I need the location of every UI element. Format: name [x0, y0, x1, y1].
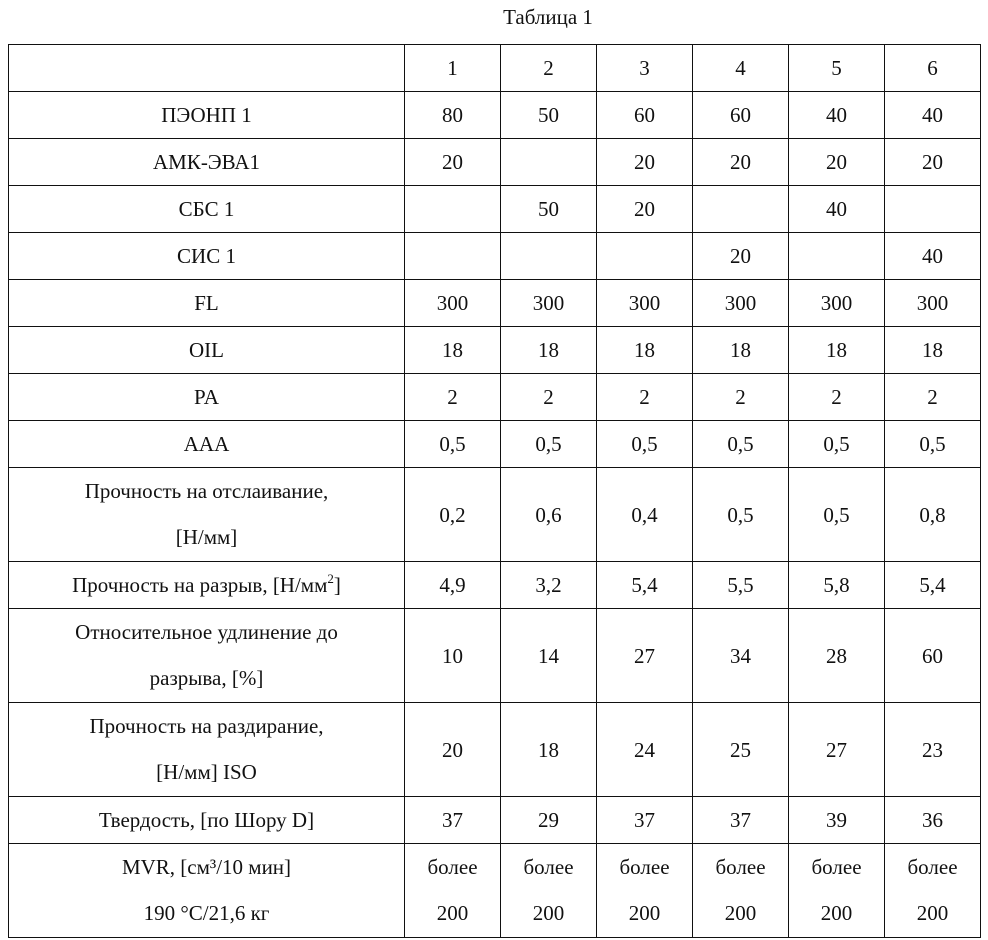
value-cell: 37	[405, 797, 501, 844]
header-corner-cell	[9, 45, 405, 92]
table-row	[9, 468, 981, 562]
value-cell: 300	[597, 280, 693, 327]
value-cell: 300	[789, 280, 885, 327]
value-cell: 2	[405, 374, 501, 421]
value-cell: 27	[789, 703, 885, 797]
value-cell: 60	[693, 92, 789, 139]
value-line: 200	[532, 900, 565, 925]
value-cell: 14	[501, 609, 597, 703]
column-header: 4	[693, 45, 789, 92]
column-header: 5	[789, 45, 885, 92]
table-row	[9, 844, 981, 938]
value-line: более	[427, 854, 478, 879]
value-cell: 0,2	[405, 468, 501, 562]
value-cell: 18	[501, 327, 597, 374]
value-line: 200	[820, 900, 853, 925]
value-line: более	[715, 854, 766, 879]
value-cell: 20	[693, 233, 789, 280]
value-cell: 0,4	[597, 468, 693, 562]
value-cell: 50	[501, 186, 597, 233]
row-label	[9, 609, 405, 703]
value-cell: 4,9	[405, 562, 501, 609]
value-cell: 300	[885, 280, 981, 327]
value-cell: 50	[501, 92, 597, 139]
value-cell: 18	[597, 327, 693, 374]
row-label-line: MVR, [см³/10 мин]	[121, 854, 292, 879]
value-cell	[405, 844, 501, 938]
value-cell: 27	[597, 609, 693, 703]
table-row	[9, 562, 981, 609]
row-label: АМК-ЭВА1	[9, 139, 405, 186]
value-cell	[405, 186, 501, 233]
value-cell: 20	[693, 139, 789, 186]
value-cell: 2	[789, 374, 885, 421]
value-cell: 10	[405, 609, 501, 703]
column-header: 1	[405, 45, 501, 92]
value-cell: 5,8	[789, 562, 885, 609]
value-cell: 2	[597, 374, 693, 421]
row-label-line: Прочность на отслаивание,	[84, 478, 329, 503]
table-row	[9, 703, 981, 797]
value-cell: 18	[885, 327, 981, 374]
value-cell: 5,5	[693, 562, 789, 609]
column-header: 3	[597, 45, 693, 92]
row-label-line: [Н/мм] ISO	[156, 759, 257, 784]
value-cell: 2	[501, 374, 597, 421]
value-cell: 5,4	[885, 562, 981, 609]
value-line: более	[523, 854, 574, 879]
row-label	[9, 468, 405, 562]
value-cell	[885, 186, 981, 233]
value-cell	[597, 844, 693, 938]
value-cell	[789, 844, 885, 938]
value-cell: 37	[597, 797, 693, 844]
value-line: 200	[436, 900, 469, 925]
row-label: СБС 1	[9, 186, 405, 233]
row-label-text: Прочность на разрыв, [Н/мм	[72, 573, 328, 597]
column-header: 6	[885, 45, 981, 92]
table-row	[9, 233, 981, 280]
value-cell: 2	[885, 374, 981, 421]
value-cell: 3,2	[501, 562, 597, 609]
row-label: Твердость, [по Шору D]	[9, 797, 405, 844]
value-cell: 300	[501, 280, 597, 327]
value-cell: 60	[597, 92, 693, 139]
row-label	[9, 703, 405, 797]
value-cell: 300	[693, 280, 789, 327]
value-cell: 0,5	[501, 421, 597, 468]
value-cell: 60	[885, 609, 981, 703]
header-row	[9, 45, 981, 92]
value-cell: 20	[789, 139, 885, 186]
value-cell: 80	[405, 92, 501, 139]
column-header: 2	[501, 45, 597, 92]
value-line: 200	[628, 900, 661, 925]
table-row	[9, 327, 981, 374]
value-cell	[597, 233, 693, 280]
row-label	[9, 844, 405, 938]
value-cell: 0,5	[789, 468, 885, 562]
value-cell: 0,8	[885, 468, 981, 562]
value-cell	[501, 233, 597, 280]
table-caption: Таблица 1	[503, 5, 593, 29]
row-label: AAA	[9, 421, 405, 468]
table-row	[9, 139, 981, 186]
value-cell: 0,5	[597, 421, 693, 468]
value-cell: 40	[789, 92, 885, 139]
row-label-line: [Н/мм]	[175, 524, 238, 549]
value-cell	[789, 233, 885, 280]
superscript: 2	[327, 571, 334, 586]
value-line: 200	[916, 900, 949, 925]
row-label: СИС 1	[9, 233, 405, 280]
value-cell: 29	[501, 797, 597, 844]
row-label-line: Относительное удлинение до	[75, 619, 338, 644]
value-line: 200	[724, 900, 757, 925]
value-cell: 28	[789, 609, 885, 703]
value-cell	[501, 844, 597, 938]
table-row	[9, 92, 981, 139]
table-row	[9, 374, 981, 421]
value-cell: 18	[693, 327, 789, 374]
value-cell	[405, 233, 501, 280]
row-label-tail: ]	[333, 573, 341, 597]
value-cell: 37	[693, 797, 789, 844]
value-cell: 0,6	[501, 468, 597, 562]
value-line: более	[907, 854, 958, 879]
value-cell: 40	[789, 186, 885, 233]
value-cell: 18	[405, 327, 501, 374]
value-cell: 20	[405, 139, 501, 186]
value-cell: 36	[885, 797, 981, 844]
value-line: более	[811, 854, 862, 879]
value-cell	[693, 186, 789, 233]
value-cell: 24	[597, 703, 693, 797]
value-cell: 300	[405, 280, 501, 327]
table-row	[9, 421, 981, 468]
value-cell	[693, 844, 789, 938]
value-cell: 18	[789, 327, 885, 374]
row-label: FL	[9, 280, 405, 327]
value-cell: 0,5	[693, 468, 789, 562]
row-label-line: 190 °C/21,6 кг	[143, 900, 270, 925]
row-label-line: Прочность на раздирание,	[89, 713, 324, 738]
value-cell: 5,4	[597, 562, 693, 609]
row-label: ПЭОНП 1	[9, 92, 405, 139]
value-cell: 23	[885, 703, 981, 797]
value-cell: 0,5	[405, 421, 501, 468]
value-cell: 20	[405, 703, 501, 797]
table-row	[9, 797, 981, 844]
value-cell: 2	[693, 374, 789, 421]
data-table	[8, 44, 981, 938]
value-cell: 39	[789, 797, 885, 844]
value-cell: 20	[885, 139, 981, 186]
row-label	[9, 562, 405, 609]
table-row	[9, 186, 981, 233]
row-label-line: разрыва, [%]	[149, 665, 264, 690]
value-cell: 0,5	[789, 421, 885, 468]
value-line: более	[619, 854, 670, 879]
value-cell: 0,5	[693, 421, 789, 468]
value-cell: 34	[693, 609, 789, 703]
value-cell: 40	[885, 92, 981, 139]
value-cell: 18	[501, 703, 597, 797]
value-cell	[501, 139, 597, 186]
value-cell	[885, 844, 981, 938]
table-row	[9, 609, 981, 703]
value-cell: 20	[597, 186, 693, 233]
value-cell: 40	[885, 233, 981, 280]
value-cell: 20	[597, 139, 693, 186]
table-row	[9, 280, 981, 327]
value-cell: 25	[693, 703, 789, 797]
row-label: OIL	[9, 327, 405, 374]
value-cell: 0,5	[885, 421, 981, 468]
row-label: PA	[9, 374, 405, 421]
